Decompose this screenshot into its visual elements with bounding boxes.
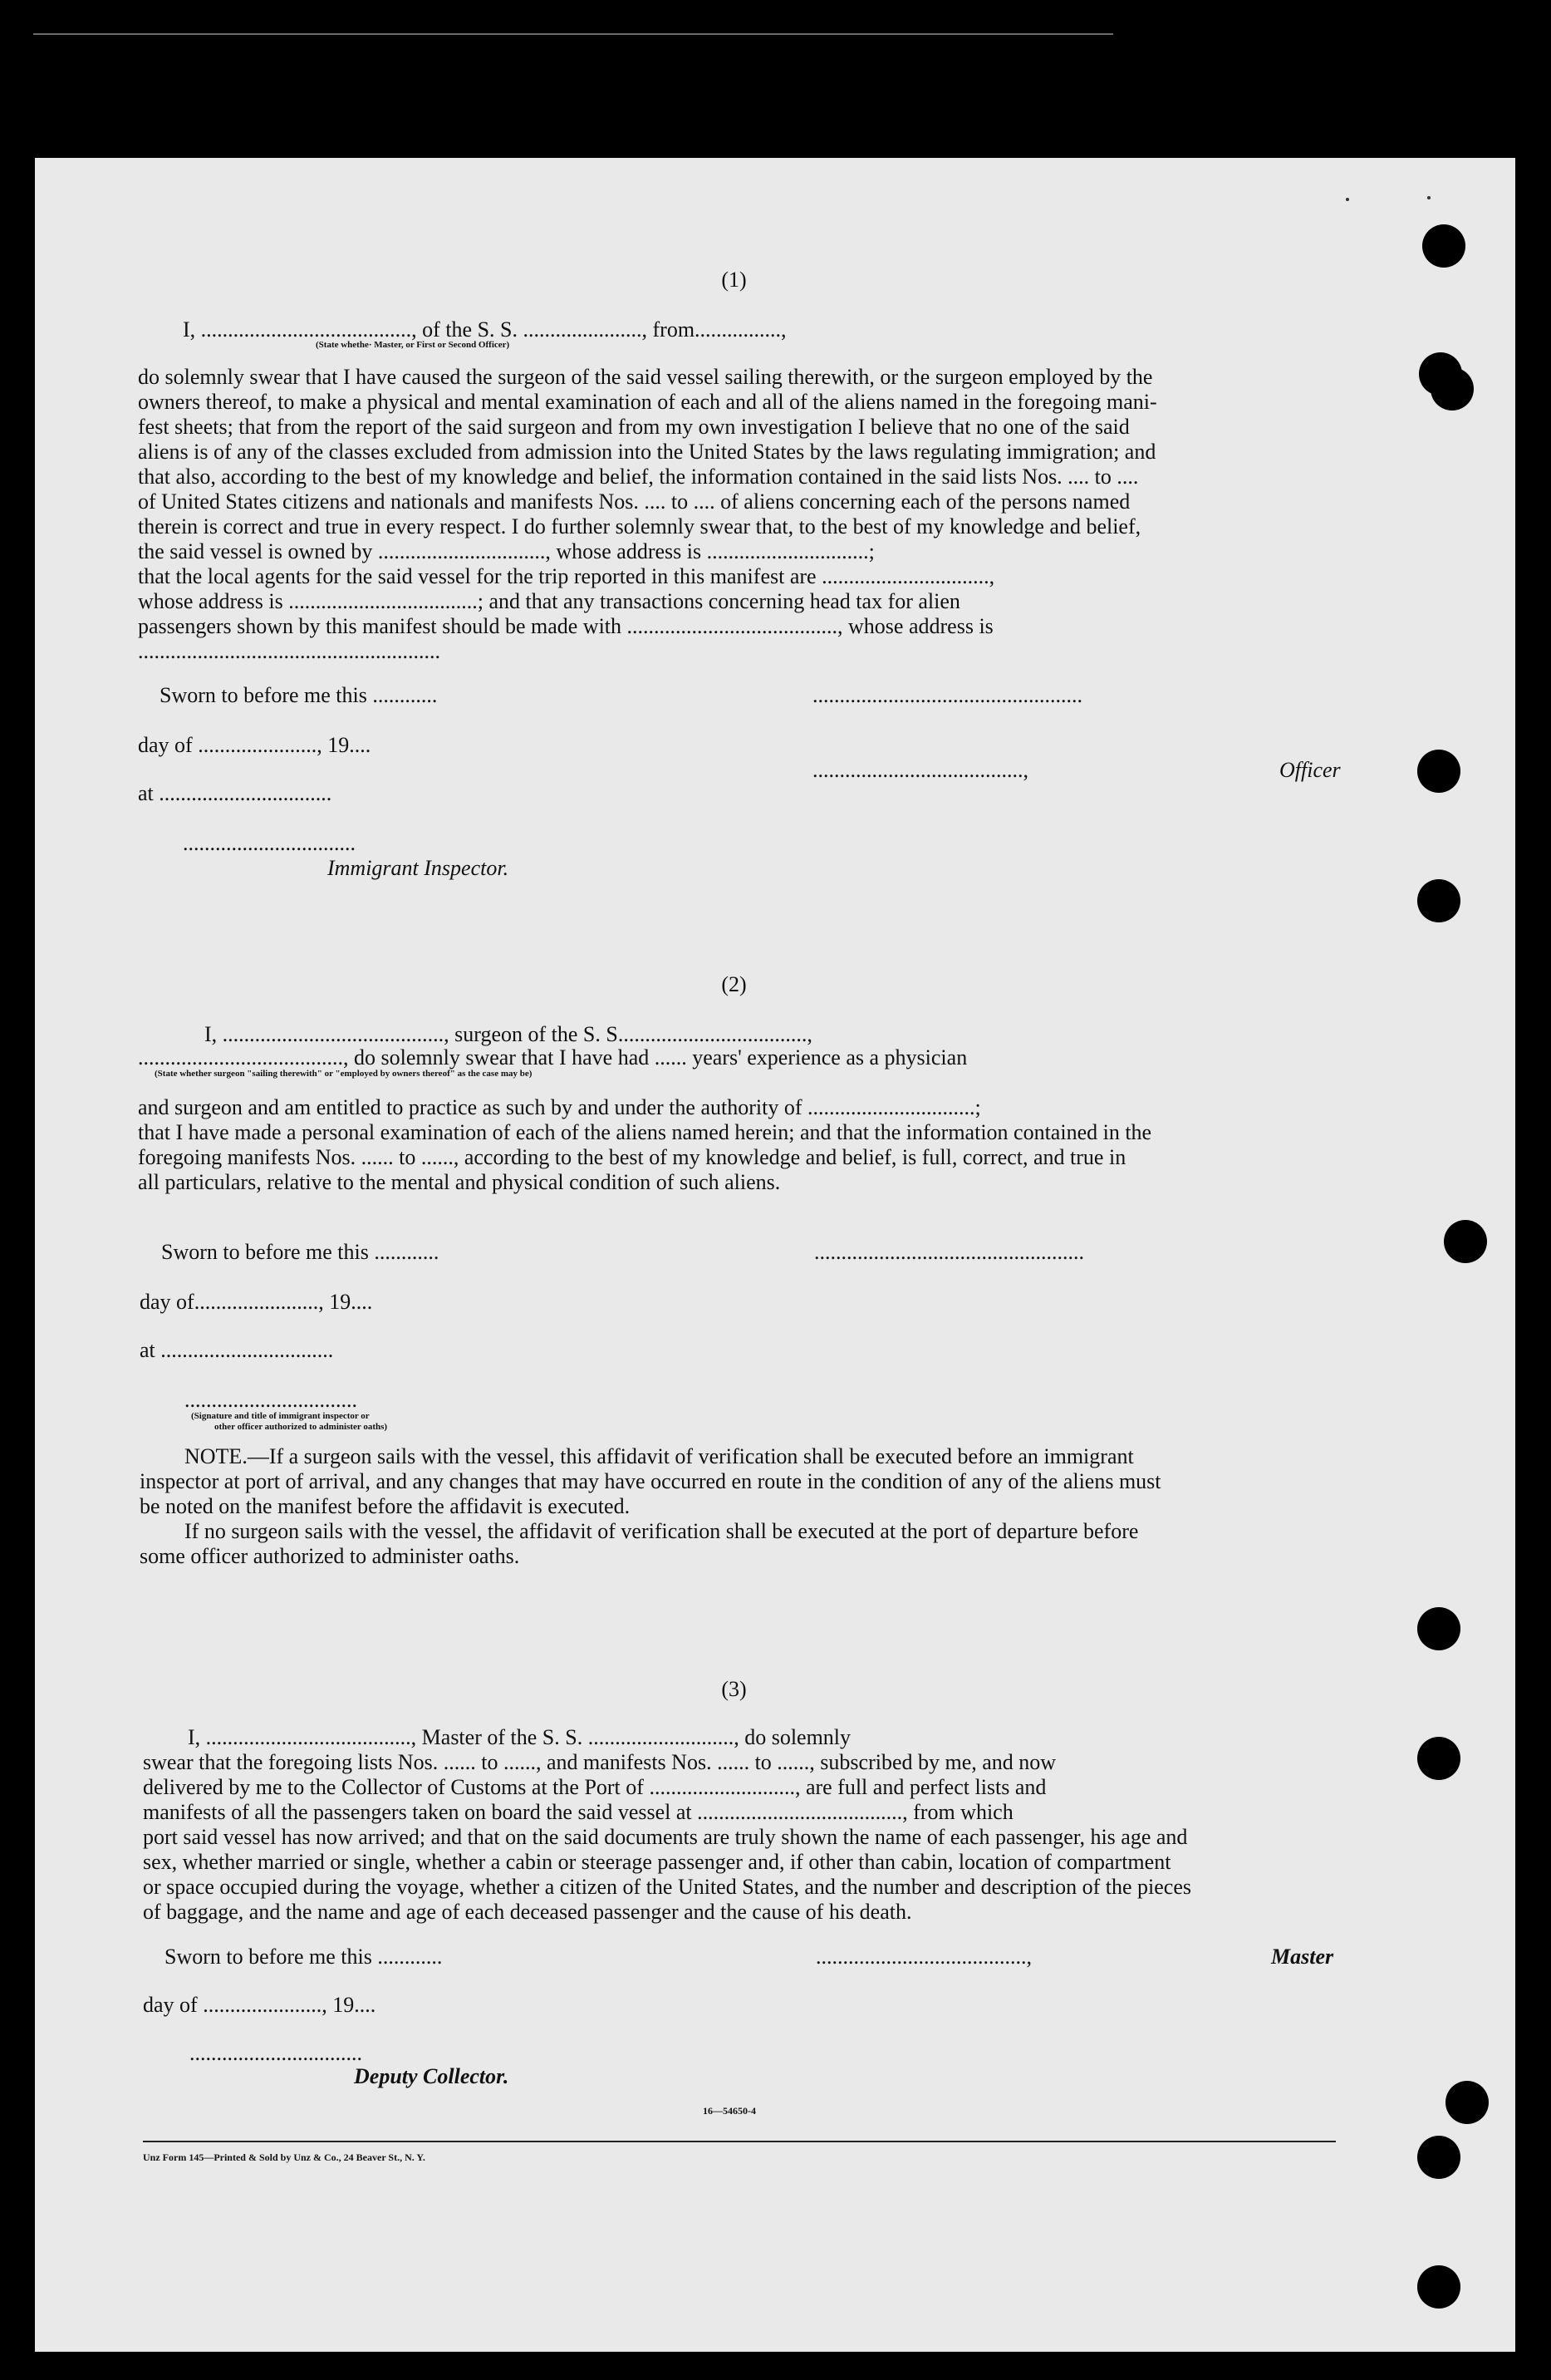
sec2-opening-line: I, ........................................., surgeon of the S. S...................................,	[204, 1022, 812, 1046]
sec1-signature-dots: ..................................................	[812, 683, 1082, 707]
sec3-collector-sig-dots: ................................	[189, 2041, 362, 2065]
sec2-line: all particulars, relative to the mental and physical condition of such aliens.	[138, 1170, 781, 1194]
sec3-line: sex, whether married or single, whether a cabin or steerage passenger and, if other than cabin, location of compartment	[143, 1850, 1171, 1874]
top-border-line	[33, 33, 1113, 35]
sec1-line: whose address is ...................................; and that any transactions concerning head tax for alien	[138, 589, 960, 613]
sec1-line: that the local agents for the said vessel for the trip reported in this manifest are ...............................,	[138, 564, 995, 588]
sec2-signature-dots: ..................................................	[814, 1240, 1084, 1264]
sec2-note-line: If no surgeon sails with the vessel, the affidavit of verification shall be executed at the port of departure before	[184, 1519, 1139, 1543]
punch-hole	[1417, 2136, 1460, 2179]
sec1-at: at ................................	[138, 781, 332, 805]
punch-hole	[1417, 750, 1460, 793]
sec2-line: foregoing manifests Nos. ...... to ......, according to the best of my knowledge and belief, is full, correct, and true in	[138, 1145, 1126, 1169]
printer-footer: Unz Form 145—Printed & Sold by Unz & Co., 24 Beaver St., N. Y.	[143, 2151, 425, 2163]
section-2-number: (2)	[721, 972, 747, 996]
sec3-line: or space occupied during the voyage, whether a citizen of the United States, and the number and description of the pieces	[143, 1875, 1192, 1899]
punch-hole	[1431, 367, 1474, 411]
sec3-line: delivered by me to the Collector of Customs at the Port of ..........................., are full and perfect lists and	[143, 1775, 1047, 1799]
sec2-surgeon-note: (State whether surgeon "sailing therewith" or "employed by owners thereof" as the case may be)	[155, 1069, 533, 1079]
sec2-sworn: Sworn to before me this ............	[161, 1240, 439, 1264]
sec1-opening-line: I, ......................................., of the S. S. ......................, from................,	[183, 317, 787, 342]
sec2-at: at ................................	[140, 1338, 334, 1362]
sec1-officer-dots: .......................................,	[812, 758, 1028, 782]
sec3-line: manifests of all the passengers taken on board the said vessel at ......................................, from which	[143, 1800, 1014, 1824]
sec1-inspector-label: Immigrant Inspector.	[327, 856, 509, 880]
sec3-master-dots: .......................................,	[816, 1945, 1032, 1969]
punch-hole	[1417, 1737, 1460, 1780]
sec1-line: do solemnly swear that I have caused the surgeon of the said vessel sailing therewith, or the surgeon employed by the	[138, 365, 1153, 389]
sec1-officer-note: (State whethe· Master, or First or Second Officer)	[316, 340, 510, 350]
sec1-officer-label: Officer	[1279, 758, 1341, 782]
sec2-day: day of......................., 19....	[140, 1290, 373, 1314]
punch-hole	[1445, 2081, 1489, 2124]
sec1-line: owners thereof, to make a physical and mental examination of each and all of the aliens named in the foregoing mani-	[138, 390, 1157, 414]
sec1-line: of United States citizens and nationals and manifests Nos. .... to .... of aliens concerning each of the persons named	[138, 489, 1131, 514]
sec2-second-line: ......................................, do solemnly swear that I have had ...... years' experience as a physician	[138, 1045, 968, 1070]
sec2-sig-note: other officer authorized to administer oaths)	[214, 1422, 388, 1432]
sec3-line: of baggage, and the name and age of each deceased passenger and the cause of his death.	[143, 1900, 912, 1924]
punch-hole	[1417, 1607, 1460, 1650]
sec2-sig-note: (Signature and title of immigrant inspector or	[191, 1411, 370, 1421]
punch-hole	[1444, 1220, 1487, 1263]
sec1-inspector-sig-dots: ................................	[183, 831, 356, 855]
sec3-line: port said vessel has now arrived; and that on the said documents are truly shown the name of each passenger, his age and	[143, 1825, 1188, 1849]
sec3-sworn: Sworn to before me this ............	[164, 1945, 443, 1969]
sec2-line: that I have made a personal examination of each of the aliens named herein; and that the information contained in the	[138, 1120, 1152, 1144]
sec2-line: and surgeon and am entitled to practice as such by and under the authority of ...............................;	[138, 1095, 981, 1119]
sec3-collector-label: Deputy Collector.	[354, 2064, 509, 2088]
sec1-line: aliens is of any of the classes excluded from admission into the United States by the laws regulating immigration; and	[138, 440, 1156, 464]
scan-speck	[1346, 198, 1349, 201]
sec3-master-label: Master	[1271, 1945, 1334, 1969]
section-3-number: (3)	[721, 1677, 747, 1701]
sec3-day: day of ......................, 19....	[143, 1993, 376, 2017]
sec1-line: therein is correct and true in every respect. I do further solemnly swear that, to the best of my knowledge and belief,	[138, 514, 1141, 538]
sec2-note-line: inspector at port of arrival, and any changes that may have occurred en route in the condition of any of the aliens must	[140, 1469, 1161, 1493]
sec1-line: that also, according to the best of my knowledge and belief, the information contained in the said lists Nos. .... to ....	[138, 465, 1139, 489]
sec2-note-line: be noted on the manifest before the affidavit is executed.	[140, 1494, 631, 1518]
punch-hole	[1417, 2265, 1460, 2309]
sec1-line: the said vessel is owned by ..............................., whose address is ..............................;	[138, 539, 875, 563]
sec1-line: passengers shown by this manifest should be made with ......................................., whose address is	[138, 614, 994, 638]
sec1-sworn: Sworn to before me this ............	[160, 683, 438, 707]
sec1-line: fest sheets; that from the report of the said surgeon and from my own investigation I believe that no one of the said	[138, 415, 1130, 439]
sec3-line: I, ......................................, Master of the S. S. ..........................., do solemnly	[188, 1725, 852, 1749]
scan-speck	[1427, 196, 1431, 199]
section-1-number: (1)	[721, 268, 747, 292]
punch-hole	[1422, 224, 1465, 268]
form-number: 16—54650-4	[703, 2105, 756, 2117]
sec3-line: swear that the foregoing lists Nos. ...... to ......, and manifests Nos. ...... to ......, subscribed by me, and now	[143, 1750, 1057, 1774]
sec2-note-line: some officer authorized to administer oaths.	[140, 1544, 520, 1568]
sec2-sig-dots: ................................	[184, 1388, 357, 1412]
sec1-day: day of ......................, 19....	[138, 733, 371, 757]
sec1-line: ........................................................	[138, 639, 440, 663]
punch-hole	[1417, 879, 1460, 922]
footer-rule	[143, 2141, 1336, 2142]
sec2-note-line: NOTE.—If a surgeon sails with the vessel, this affidavit of verification shall be executed before an immigrant	[184, 1444, 1134, 1468]
